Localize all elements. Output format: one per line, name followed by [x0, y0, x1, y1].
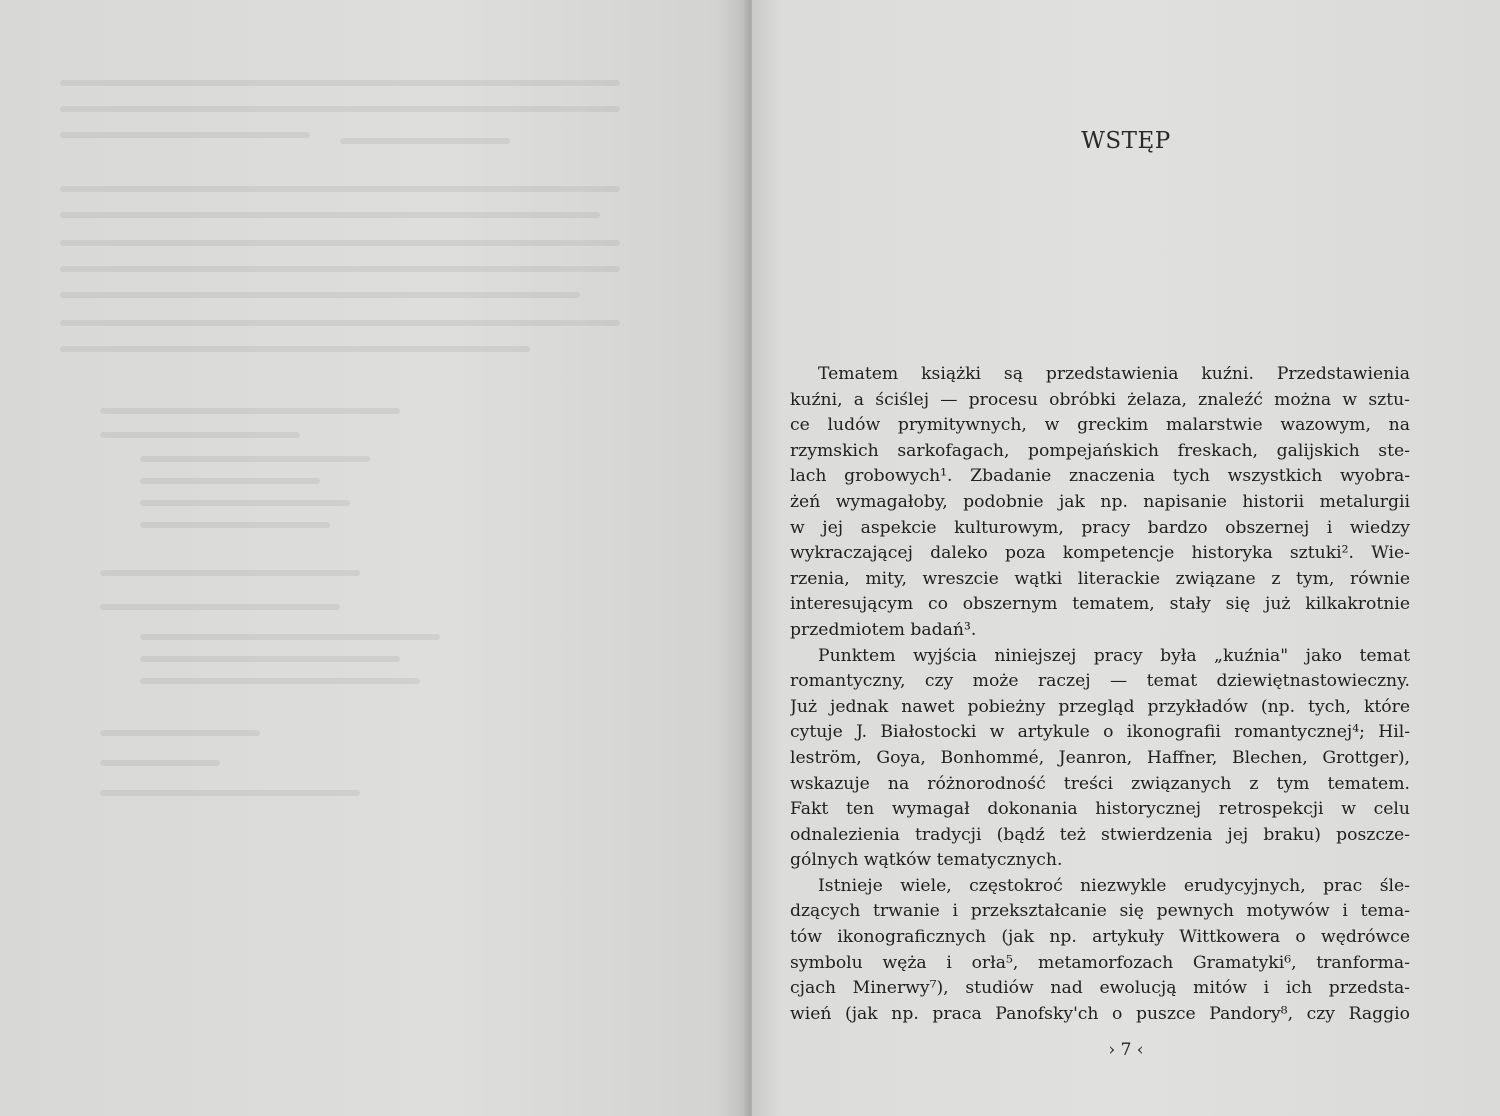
text-line: wykraczającej daleko poza kompetencje historyka sztuki². Wie-	[790, 543, 1410, 564]
text-line: w jej aspekcie kulturowym, pracy bardzo obszernej i wiedzy	[790, 517, 1410, 538]
text-line: tów ikonograficznych (jak np. artykuły Wittkowera o wędrówce	[790, 927, 1410, 948]
page-number: › 7 ‹	[1108, 1040, 1144, 1060]
text-line: lach grobowych¹. Zbadanie znaczenia tych wszystkich wyobra-	[790, 466, 1410, 487]
left-page	[0, 0, 748, 1116]
text-line: Fakt ten wymagał dokonania historycznej retrospekcji w celu	[790, 799, 1410, 820]
text-line: wskazuje na różnorodność treści związanych z tym tematem.	[790, 773, 1410, 794]
chapter-title: WSTĘP	[1081, 128, 1171, 154]
text-line: interesującym co obszernym tematem, stały się już kilkakrotnie	[790, 594, 1410, 615]
text-line: ce ludów prymitywnych, w greckim malarstwie wazowym, na	[790, 415, 1410, 436]
text-line: Istnieje wiele, częstokroć niezwykle erudycyjnych, prac śle-	[818, 875, 1410, 896]
text-line: Punktem wyjścia niniejszej pracy była „kuźnia" jako temat	[818, 645, 1410, 666]
text-line: odnalezienia tradycji (bądź też stwierdzenia jej braku) poszcze-	[790, 824, 1410, 845]
body-text	[790, 362, 1410, 1027]
text-line: gólnych wątków tematycznych.	[790, 850, 1063, 871]
text-line: romantyczny, czy może raczej — temat dziewiętnastowieczny.	[790, 671, 1410, 692]
text-line: przedmiotem badań³.	[790, 619, 977, 640]
text-line: rzymskich sarkofagach, pompejańskich freskach, galijskich ste-	[790, 440, 1410, 461]
text-line: kuźni, a ściślej — procesu obróbki żelaza, znaleźć można w sztu-	[790, 389, 1410, 410]
show-through-texture	[0, 0, 748, 1116]
text-line: wień (jak np. praca Panofsky'ch o puszce Pandory⁸, czy Raggio	[790, 1003, 1410, 1024]
text-line: Już jednak nawet pobieżny przegląd przykładów (np. tych, które	[790, 696, 1410, 717]
text-line: leström, Goya, Bonhommé, Jeanron, Haffner, Blechen, Grottger),	[790, 747, 1410, 768]
text-line: dzących trwanie i przekształcanie się pewnych motywów i tema-	[790, 901, 1410, 922]
text-line: cytuje J. Białostocki w artykule o ikonografii romantycznej⁴; Hil-	[790, 722, 1410, 743]
text-line: cjach Minerwy⁷), studiów nad ewolucją mitów i ich przedsta-	[790, 978, 1410, 999]
text-line: symbolu węża i orła⁵, metamorfozach Gramatyki⁶, tranforma-	[790, 952, 1410, 973]
text-line: żeń wymagałoby, podobnie jak np. napisanie historii metalurgii	[790, 491, 1410, 512]
text-line: rzenia, mity, wreszcie wątki literackie związane z tym, równie	[790, 568, 1410, 589]
text-line: Tematem książki są przedstawienia kuźni. Przedstawienia	[818, 364, 1410, 384]
